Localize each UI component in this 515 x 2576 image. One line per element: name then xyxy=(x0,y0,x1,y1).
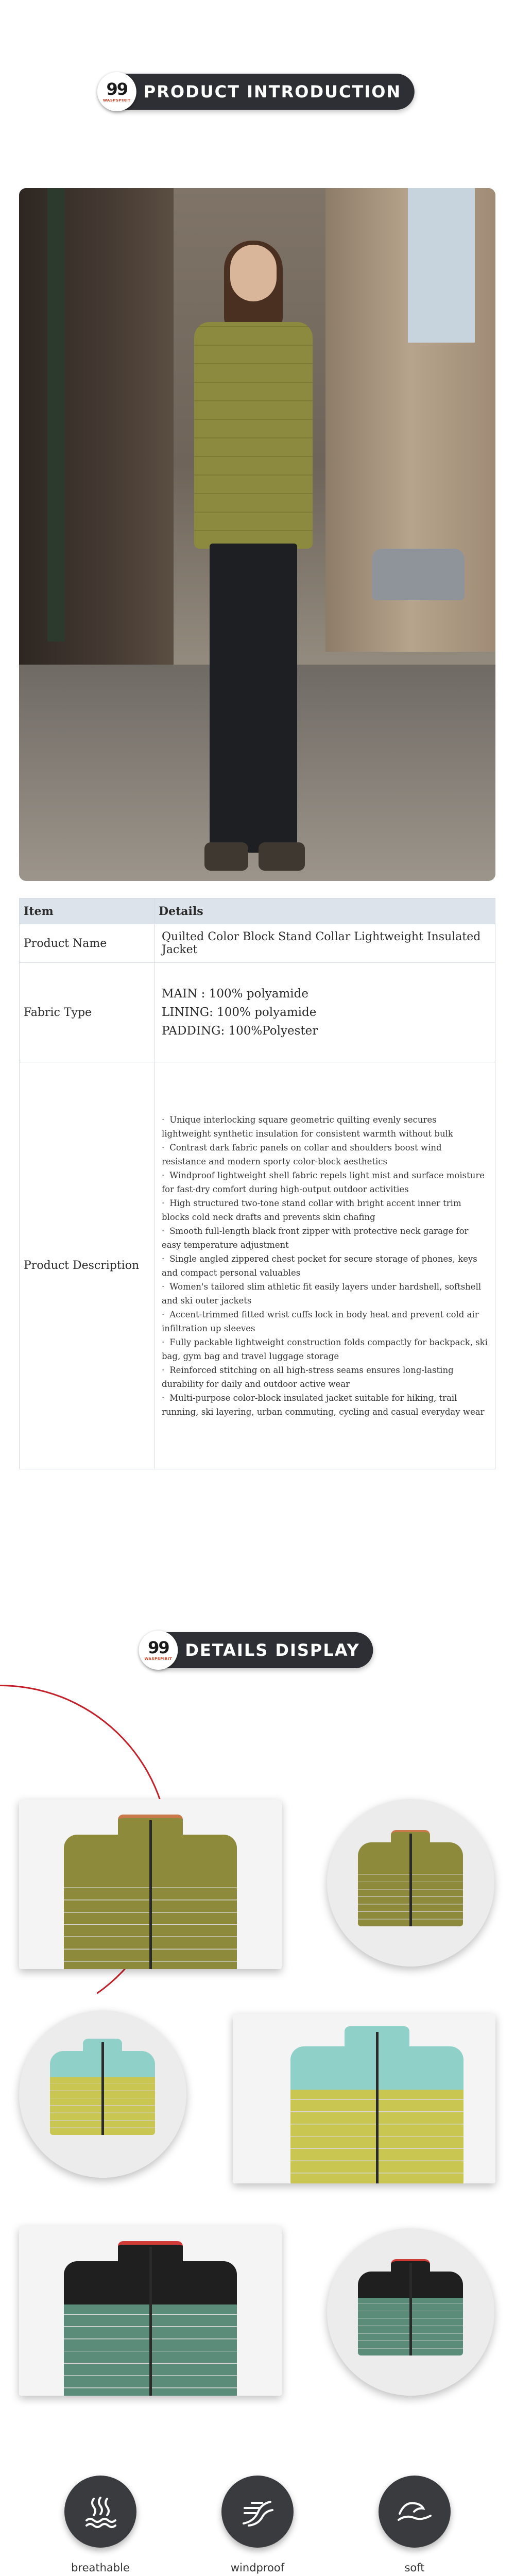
header-details: Details xyxy=(154,899,495,924)
table-row xyxy=(20,1062,495,1469)
jacket-illustration xyxy=(358,2259,463,2355)
feature-windproof xyxy=(206,2476,309,2574)
list-item: · Contrast dark fabric panels on collar and shoulders boost wind resistance and modern sporty color-block aesthetics xyxy=(162,1141,488,1168)
jacket-thumbnail xyxy=(327,1799,494,1967)
jacket-zipper xyxy=(149,1820,152,1969)
product-name-label: Product Name xyxy=(20,924,154,963)
list-item: · Reinforced stitching on all high-stress seams ensures long-lasting durability for daily and outdoor active wear xyxy=(162,1363,488,1391)
product-introduction-header xyxy=(100,74,415,110)
list-item: · Unique interlocking square geometric quilting evenly secures lightweight synthetic insulation for consistent warmth without bulk xyxy=(162,1113,488,1141)
list-item: · Accent-trimmed fitted wrist cuffs lock in body heat and prevent cold air infiltration up sleeves xyxy=(162,1308,488,1335)
jacket-zipper xyxy=(409,2263,412,2355)
product-name-value: Quilted Color Block Stand Collar Lightweight Insulated Jacket xyxy=(154,924,495,963)
table-row xyxy=(20,924,495,963)
hero-model-photo xyxy=(19,188,495,881)
jacket-thumbnail xyxy=(19,2010,186,2178)
jacket-zipper xyxy=(409,1834,412,1926)
product-spec-table xyxy=(19,898,495,1469)
section-title: PRODUCT INTRODUCTION xyxy=(143,82,402,101)
description-list xyxy=(162,1113,488,1419)
jacket-illustration xyxy=(358,1830,463,1926)
windproof-icon xyxy=(221,2476,294,2548)
table-header-row xyxy=(20,899,495,924)
jacket-thumbnail xyxy=(327,2228,494,2396)
fabric-type-label: Fabric Type xyxy=(20,963,154,1062)
jacket-zipper xyxy=(101,2042,104,2135)
product-description-value xyxy=(154,1062,495,1469)
list-item: · Windproof lightweight shell fabric repels light mist and surface moisture for fast-dry comfort during high-output outdoor activities xyxy=(162,1168,488,1196)
jacket-illustration xyxy=(290,2026,464,2183)
jacket-illustration xyxy=(64,2241,237,2396)
feature-label: windproof xyxy=(230,2562,285,2574)
table-row xyxy=(20,963,495,1062)
jacket-detail-image xyxy=(19,2226,282,2396)
header-item: Item xyxy=(20,899,154,924)
list-item: · Women's tailored slim athletic fit easily layers under hardshell, softshell and ski outer jackets xyxy=(162,1280,488,1308)
fabric-line: PADDING: 100%Polyester xyxy=(162,1024,318,1038)
brand-logo: 99 WASPSPIRIT xyxy=(97,72,136,111)
soft-icon xyxy=(379,2476,451,2548)
feature-label: soft xyxy=(404,2562,425,2574)
jacket-zipper xyxy=(149,2247,152,2396)
breathable-icon xyxy=(64,2476,136,2548)
jacket-illustration xyxy=(64,1815,237,1969)
list-item: · High structured two-tone stand collar with bright accent inner trim blocks cold neck drafts and prevents skin chafing xyxy=(162,1196,488,1224)
brand-logo: 99 WASPSPIRIT xyxy=(139,1631,178,1670)
feature-label: breathable xyxy=(71,2562,130,2574)
fabric-line: LINING: 100% polyamide xyxy=(162,1006,317,1019)
list-item: · Fully packable lightweight construction folds compactly for backpack, ski bag, gym bag and travel luggage storage xyxy=(162,1335,488,1363)
fabric-type-value xyxy=(154,963,495,1062)
section-title: DETAILS DISPLAY xyxy=(185,1640,360,1660)
jacket-detail-image xyxy=(233,2013,495,2183)
jacket-illustration xyxy=(50,2039,155,2135)
product-description-label: Product Description xyxy=(20,1062,154,1469)
jacket-detail-image xyxy=(19,1799,282,1969)
model-figure xyxy=(194,245,313,873)
fabric-line: MAIN : 100% polyamide xyxy=(162,987,308,1001)
details-display-header xyxy=(142,1632,373,1668)
list-item: · Multi-purpose color-block insulated jacket suitable for hiking, trail running, ski layering, urban commuting, cycling and casual everyday wear xyxy=(162,1391,488,1419)
list-item: · Smooth full-length black front zipper with protective neck garage for easy temperature adjustment xyxy=(162,1224,488,1252)
jacket-zipper xyxy=(376,2032,379,2183)
feature-soft xyxy=(363,2476,466,2574)
list-item: · Single angled zippered chest pocket for secure storage of phones, keys and compact personal valuables xyxy=(162,1252,488,1280)
feature-breathable xyxy=(49,2476,152,2574)
